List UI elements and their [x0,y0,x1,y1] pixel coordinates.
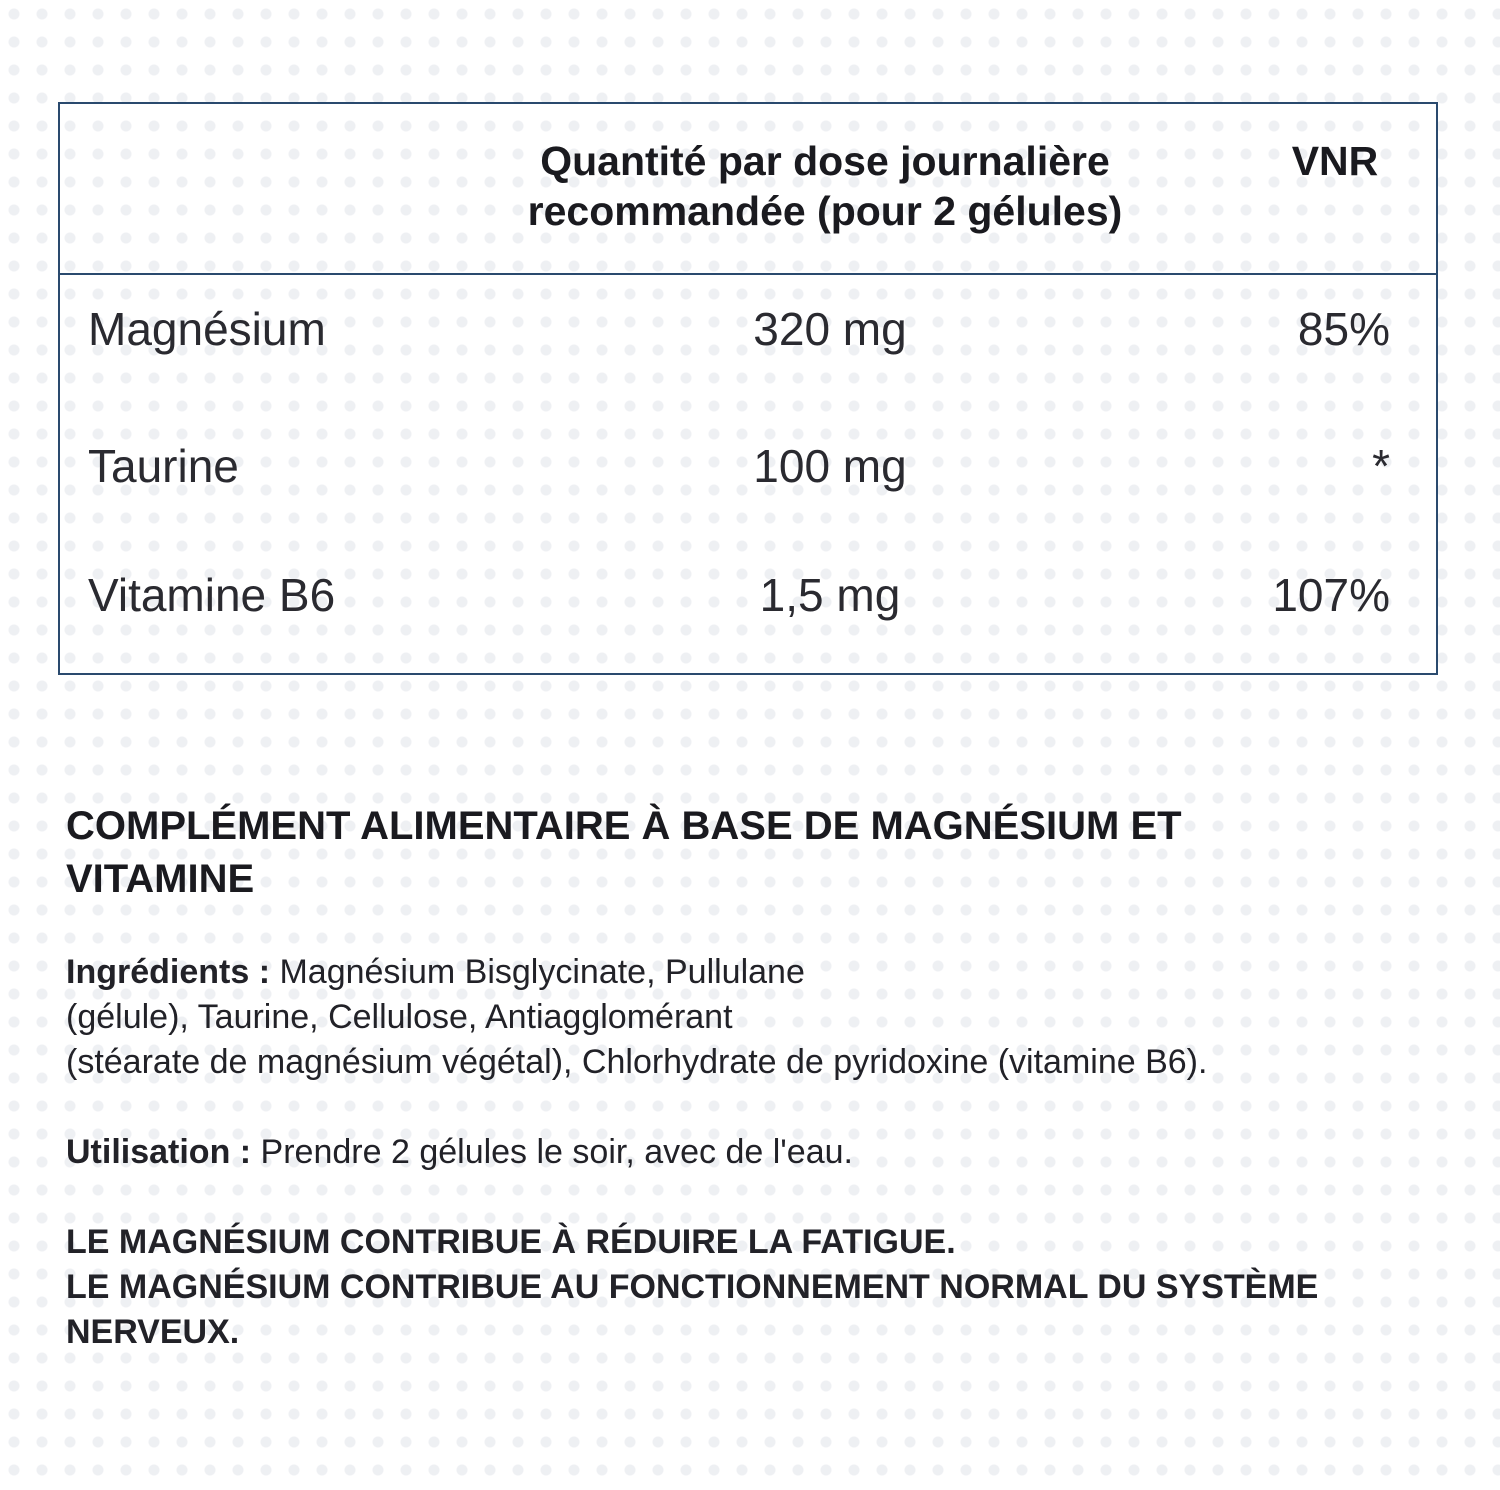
quantity-header-line1: Quantité par dose journalière [540,138,1110,184]
product-title-line1: COMPLÉMENT ALIMENTAIRE À BASE DE MAGNÉSIUM ET [66,804,1182,848]
nutrient-name: Taurine [88,440,239,492]
nutrient-quantity: 1,5 mg [759,569,901,621]
nutrition-table [58,102,1438,675]
table-row [60,294,1436,364]
nutrient-vnr: 85% [1297,303,1390,355]
product-title-line2: VITAMINE [66,857,255,901]
product-title [66,800,1366,906]
ingredients-text-line3: (stéarate de magnésium végétal), Chlorhydrate de pyridoxine (vitamine B6). [66,1043,1208,1081]
table-header [60,104,1436,275]
nutrient-name: Magnésium [88,303,326,355]
ingredients-text-line2: (gélule), Taurine, Cellulose, Antiagglomérant [66,998,733,1036]
ingredients-text-line1: Magnésium Bisglycinate, Pullulane [270,953,805,991]
table-row [60,431,1436,501]
usage-label: Utilisation : [66,1133,252,1171]
claim-line3: NERVEUX. [66,1313,240,1351]
quantity-header-line2: recommandée (pour 2 gélules) [527,188,1123,234]
vnr-column-header: VNR [1291,138,1379,184]
claim-line1: LE MAGNÉSIUM CONTRIBUE À RÉDUIRE LA FATIGUE. [66,1223,956,1261]
health-claims [66,1220,1466,1355]
nutrient-name: Vitamine B6 [88,569,336,621]
ingredients-section [66,950,1466,1085]
table-row [60,560,1436,630]
usage-text: Prendre 2 gélules le soir, avec de l'eau. [251,1133,853,1171]
nutrient-quantity: 100 mg [753,440,907,492]
nutrient-vnr: 107% [1272,569,1390,621]
ingredients-label: Ingrédients : [66,953,271,991]
usage-section [66,1130,1466,1175]
nutrient-quantity: 320 mg [753,303,907,355]
nutrient-vnr: * [1372,440,1390,492]
claim-line2: LE MAGNÉSIUM CONTRIBUE AU FONCTIONNEMENT NORMAL DU SYSTÈME [66,1268,1319,1306]
quantity-column-header [440,136,1210,236]
